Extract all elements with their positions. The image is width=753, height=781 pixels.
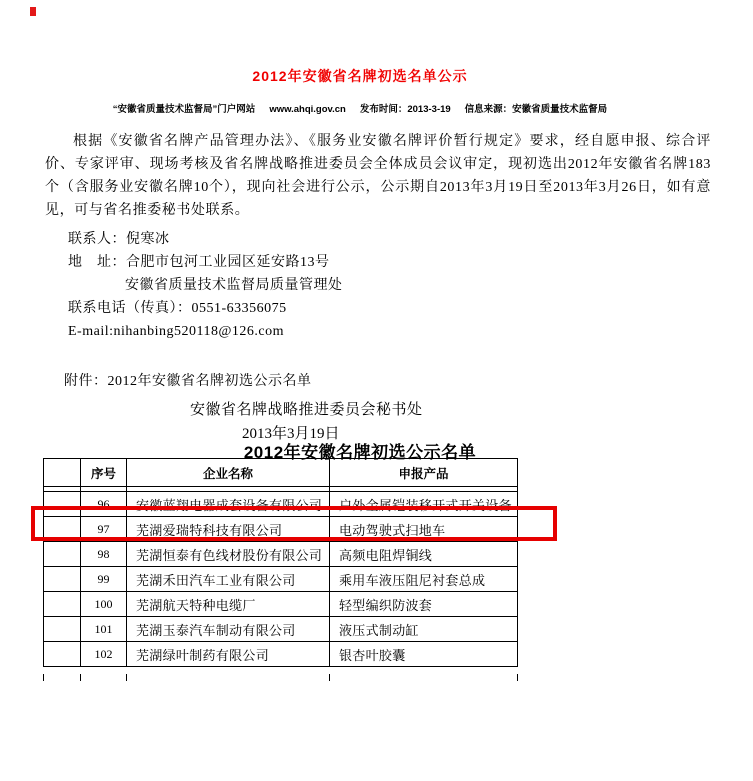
contact-block	[68, 228, 343, 343]
row-company-cell: 芜湖爱瑞特科技有限公司	[127, 517, 330, 542]
row-margin-cell	[44, 642, 81, 667]
row-margin-cell	[44, 492, 81, 517]
table-title: 2012年安徽名牌初选公示名单	[243, 443, 477, 462]
table-row	[44, 592, 518, 617]
address-line-1: 地 址：合肥市包河工业园区延安路13号	[68, 255, 330, 270]
row-number-cell: 102	[81, 642, 127, 667]
empty-header-cell	[44, 459, 81, 487]
table-header-row	[44, 459, 518, 487]
row-company-cell: 安徽蓝翔电器成套设备有限公司	[127, 492, 330, 517]
email-line: E-mail:nihanbing520118@126.com	[68, 324, 284, 339]
issue-date: 2013年3月19日	[242, 426, 340, 442]
table-row	[44, 617, 518, 642]
row-number-cell: 97	[81, 517, 127, 542]
source-line	[0, 101, 720, 115]
row-number-cell: 96	[81, 492, 127, 517]
row-company-cell: 芜湖禾田汽车工业有限公司	[127, 567, 330, 592]
col-header-company: 企业名称	[127, 459, 330, 487]
table-row	[44, 492, 518, 517]
row-number-cell: 99	[81, 567, 127, 592]
row-margin-cell	[44, 567, 81, 592]
row-product-cell: 乘用车液压阻尼衬套总成	[330, 567, 518, 592]
table-row	[44, 517, 518, 542]
portal-url: www.ahqi.gov.cn	[269, 104, 346, 115]
row-product-cell: 高频电阻焊铜线	[330, 542, 518, 567]
row-product-cell: 户外金属铠装移开式开关设备	[330, 492, 518, 517]
info-source: 信息来源：安徽省质量技术监督局	[464, 104, 608, 115]
issuer-line: 安徽省名牌战略推进委员会秘书处	[190, 402, 423, 418]
brand-list-table	[43, 458, 518, 667]
row-company-cell: 芜湖玉泰汽车制动有限公司	[127, 617, 330, 642]
announcement-paragraph: 根据《安徽省名牌产品管理办法》、《服务业安徽名牌评价暂行规定》要求，经自愿申报、综合评价、专家评审、现场考核及省名牌战略推进委员会全体成员会议审定，现初选出2012年安徽省名牌183个（含服务业安徽名牌10个），现向社会进行公示，公示期自2013年3月19日至2013年3月26日，如有意见，可与省名推委秘书处联系。	[45, 134, 711, 218]
row-margin-cell	[44, 617, 81, 642]
row-margin-cell	[44, 592, 81, 617]
address-line-2: 安徽省质量技术监督局质量管理处	[125, 278, 343, 293]
row-number-cell: 98	[81, 542, 127, 567]
phone-line: 联系电话（传真）：0551-63356075	[68, 301, 287, 316]
row-product-cell: 银杏叶胶囊	[330, 642, 518, 667]
publish-time: 发布时间：2013-3-19	[359, 104, 451, 115]
col-header-product: 申报产品	[330, 459, 518, 487]
clipped-next-row-lines	[43, 674, 518, 681]
row-company-cell: 芜湖航天特种电缆厂	[127, 592, 330, 617]
table-row	[44, 567, 518, 592]
row-margin-cell	[44, 542, 81, 567]
row-product-cell: 轻型编织防波套	[330, 592, 518, 617]
attachment-line: 附件：2012年安徽省名牌初选公示名单	[64, 374, 312, 389]
row-company-cell: 芜湖绿叶制药有限公司	[127, 642, 330, 667]
table-row	[44, 642, 518, 667]
page-title: 2012年安徽省名牌初选名单公示	[252, 68, 468, 84]
row-margin-cell	[44, 517, 81, 542]
corner-red-mark	[30, 7, 36, 16]
table-row	[44, 542, 518, 567]
row-product-cell: 液压式制动缸	[330, 617, 518, 642]
row-number-cell: 100	[81, 592, 127, 617]
contact-person-line: 联系人：倪寒冰	[68, 232, 170, 247]
table-body	[44, 492, 518, 667]
portal-site-name: “安徽省质量技术监督局”门户网站	[112, 104, 256, 115]
row-company-cell: 芜湖恒泰有色线材股份有限公司	[127, 542, 330, 567]
col-header-no: 序号	[81, 459, 127, 487]
row-number-cell: 101	[81, 617, 127, 642]
row-product-cell: 电动驾驶式扫地车	[330, 517, 518, 542]
